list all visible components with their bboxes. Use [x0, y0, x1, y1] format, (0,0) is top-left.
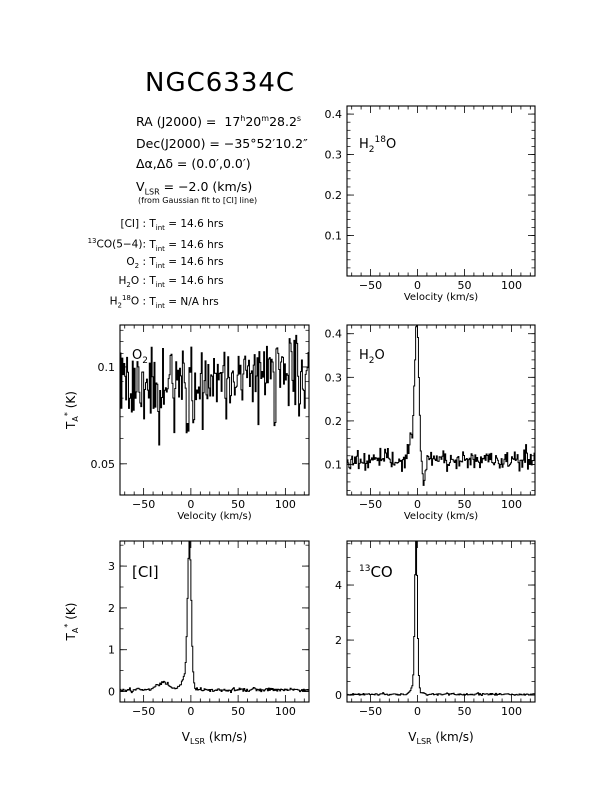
panel-O2 — [63, 325, 309, 522]
y-tick-label: 2 — [108, 601, 115, 615]
dec-value: −35°52′10.2″ — [223, 136, 308, 151]
panel-label: [CI] — [132, 563, 159, 581]
panel-H2O — [325, 325, 536, 522]
x-tick-label: 0 — [187, 705, 195, 718]
x-tick-label: 50 — [457, 705, 472, 718]
x-tick-label: 0 — [414, 279, 421, 292]
ra-hours: 17 — [224, 114, 241, 130]
x-tick-label: 100 — [501, 705, 522, 718]
panel-13CO — [335, 541, 535, 746]
vlsr-note: (from Gaussian fit to [CI] line) — [138, 196, 258, 205]
y-tick-label: 0.1 — [324, 229, 342, 243]
vlsr-sub: LSR — [144, 187, 160, 197]
tint-species: $H_2^{18}O$ : — [109, 294, 146, 310]
ra-label: RA (J2000) = — [136, 114, 217, 130]
y-tick-label: 0.1 — [97, 360, 115, 374]
tint-value: $T_{int} = N/A$ hrs — [146, 295, 219, 310]
x-axis-label: Velocity (km/s) — [403, 292, 479, 303]
x-tick-label: 100 — [501, 279, 522, 292]
x-tick-label: 100 — [274, 705, 296, 718]
tint-species: $O_2$ : — [126, 256, 146, 271]
x-tick-label: 0 — [187, 498, 195, 511]
y-tick-label: 0.4 — [324, 327, 342, 341]
x-axis-label: Velocity (km/s) — [177, 511, 252, 522]
x-tick-label: −50 — [358, 498, 383, 511]
tint-species: [CI] : — [120, 218, 146, 230]
ra-value: 17$^h$20$^m$28.2$^s$ — [224, 114, 302, 130]
y-tick-label: 0.2 — [324, 414, 342, 428]
ra-minutes: 20 — [245, 114, 262, 130]
x-tick-label: −50 — [358, 705, 383, 718]
offset-value: (0.0′,0.0′) — [191, 156, 251, 171]
dec-label: Dec(J2000) = — [136, 136, 220, 151]
x-tick-label: −50 — [132, 705, 156, 718]
panel-CI — [63, 541, 309, 746]
y-tick-label: 0.1 — [324, 458, 342, 472]
y-tick-label: 3 — [108, 560, 115, 574]
x-tick-label: 50 — [231, 705, 246, 718]
panel-frame — [347, 106, 535, 276]
panel-label: $H_2O$ — [359, 348, 385, 366]
panel-frame — [120, 325, 309, 495]
y-tick-label: 4 — [335, 579, 342, 593]
y-tick-label: 0.05 — [90, 457, 115, 471]
tint-species: $H_2O$ : — [118, 275, 146, 290]
y-tick-label: 0.2 — [324, 189, 342, 203]
y-tick-label: 0 — [335, 689, 342, 703]
tint-value: $T_{int} = 14.6$ hrs — [146, 218, 224, 233]
y-tick-label: 0.3 — [324, 371, 342, 385]
spectrum-line — [120, 335, 309, 445]
x-tick-label: 100 — [501, 498, 522, 511]
panel-H2-18O — [325, 106, 536, 303]
y-tick-label: 0.4 — [324, 108, 342, 122]
x-tick-label: 50 — [457, 498, 472, 511]
y-axis-label: $T_A^*$ (K) — [63, 602, 80, 641]
x-tick-label: 0 — [414, 498, 421, 511]
x-tick-label: 0 — [414, 705, 421, 718]
y-tick-label: 0.3 — [324, 148, 342, 162]
y-tick-label: 0 — [108, 685, 115, 699]
x-tick-label: 100 — [274, 498, 296, 511]
y-tick-label: 2 — [335, 634, 342, 648]
x-tick-label: −50 — [358, 279, 383, 292]
page-title: NGC6334C — [145, 68, 296, 98]
x-tick-label: −50 — [132, 498, 156, 511]
x-axis-label-vlsr: $V_{LSR}$ (km/s) — [181, 730, 248, 746]
panel-label: $^{13}$CO — [359, 563, 393, 581]
vlsr-value: = −2.0 (km/s) — [163, 179, 253, 194]
ra-seconds: 28.2 — [269, 114, 297, 130]
tint-value: $T_{int} = 14.6$ hrs — [146, 238, 224, 253]
x-axis-label-vlsr: $V_{LSR}$ (km/s) — [408, 730, 474, 746]
panel-label: $O_2$ — [132, 348, 148, 366]
x-tick-label: 50 — [457, 279, 472, 292]
tint-species: $^{13}$CO(5−4): — [87, 237, 146, 251]
panel-label: $H_2^{18}O$ — [359, 135, 397, 155]
vlsr-label: V — [136, 179, 145, 194]
tint-value: $T_{int} = 14.6$ hrs — [146, 256, 224, 271]
y-axis-label: $T_A^*$ (K) — [63, 391, 80, 429]
offset-label: Δα,Δδ = — [136, 156, 188, 171]
tint-value: $T_{int} = 14.6$ hrs — [146, 275, 224, 290]
x-tick-label: 50 — [231, 498, 246, 511]
x-axis-label: Velocity (km/s) — [403, 511, 479, 522]
y-tick-label: 1 — [108, 643, 115, 657]
